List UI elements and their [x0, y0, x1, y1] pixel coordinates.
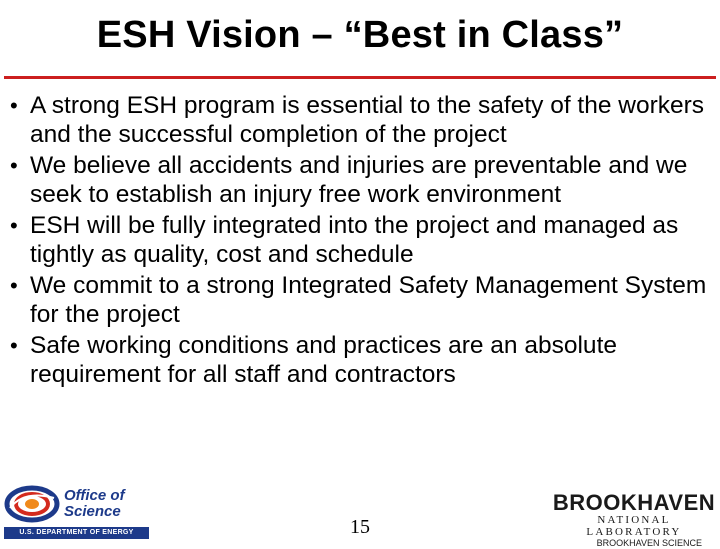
title-divider [4, 76, 716, 79]
bullet-dot-icon: • [10, 153, 18, 178]
bullet-text: ESH will be fully integrated into the project and managed as tightly as quality, cost and schedule [30, 212, 679, 268]
doe-office-of-science-logo [4, 484, 149, 540]
bullet-text: Safe working conditions and practices are an absolute requirement for all staff and contractors [30, 332, 617, 388]
brookhaven-science-text: BROOKHAVEN SCIENCE [596, 538, 702, 548]
bullet-dot-icon: • [10, 213, 18, 238]
bullet-item [8, 91, 713, 149]
bullet-list [8, 91, 713, 391]
bullet-dot-icon: • [10, 273, 18, 298]
logo-line-office: Office of [64, 487, 125, 504]
slide-title: ESH Vision – “Best in Class” [96, 14, 624, 56]
bullet-dot-icon: • [10, 333, 18, 358]
logo-line-science: Science [64, 503, 121, 520]
bullet-item [8, 331, 713, 389]
bullet-item [8, 271, 713, 329]
bullet-item [8, 151, 713, 209]
brookhaven-wordmark: BROOKHAVEN [552, 490, 716, 515]
bullet-dot-icon: • [10, 93, 18, 118]
office-of-science-wordmark [64, 488, 125, 520]
page-number: 15 [350, 516, 370, 538]
bullet-text: A strong ESH program is essential to the safety of the workers and the successful completion of the project [30, 92, 705, 148]
doe-swirl-icon [4, 484, 60, 524]
national-laboratory-text: NATIONAL LABORATORY [586, 514, 682, 538]
bullet-text: We believe all accidents and injuries are preventable and we seek to establish an injury free work environment [30, 152, 688, 208]
brookhaven-logo [548, 490, 720, 548]
bullet-item [8, 211, 713, 269]
bullet-text: We commit to a strong Integrated Safety Management System for the project [30, 272, 707, 328]
doe-band: U.S. DEPARTMENT OF ENERGY [4, 527, 149, 539]
